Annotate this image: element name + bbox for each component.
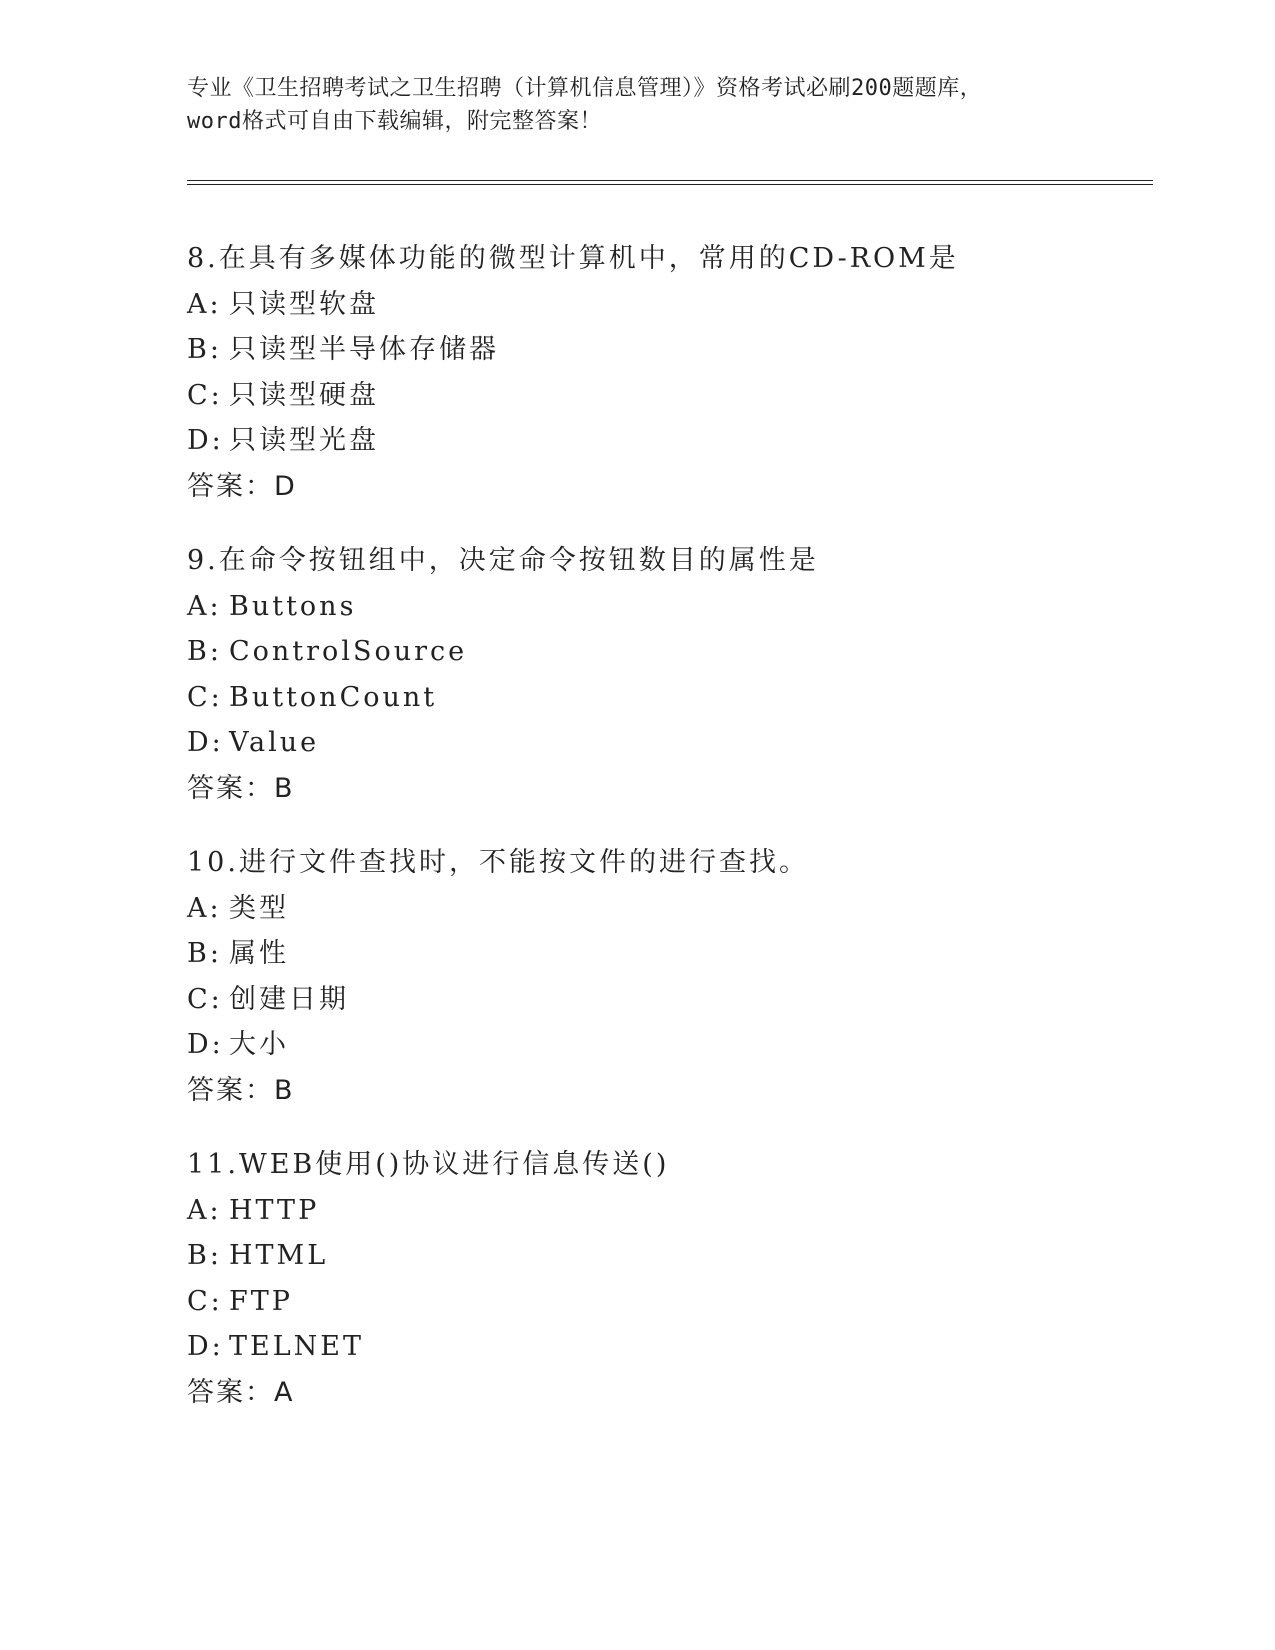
option-label: A: [187,590,222,622]
option-label: C: [187,1285,223,1317]
option-label: A: [187,288,222,320]
question-stem: 9.在命令按钮组中，决定命令按钮数目的属性是 [187,545,819,576]
option-text: FTP [229,1285,293,1317]
question-list [187,236,1147,1444]
option-text: TELNET [229,1331,364,1362]
option-a [187,584,1147,630]
option-text: 大小 [229,1029,289,1060]
answer: 答案：A [187,1376,295,1408]
question-10 [187,840,1147,1113]
option-c [187,373,1147,419]
question-stem: 11.WEB使用()协议进行信息传送() [187,1149,670,1180]
option-b [187,327,1147,373]
option-label: C: [187,983,223,1015]
option-d [187,1022,1147,1068]
answer: 答案：B [187,1074,295,1106]
option-text: HTML [229,1240,329,1271]
option-text: 只读型半导体存储器 [229,334,499,365]
option-text: HTTP [229,1194,320,1226]
option-c [187,977,1147,1023]
answer: 答案：D [187,470,297,502]
option-text: ButtonCount [229,681,438,713]
question-9 [187,538,1147,811]
header-divider-top [187,180,1153,181]
option-label: D: [187,425,224,456]
option-label: D: [187,1331,224,1362]
option-label: D: [187,727,224,758]
option-label: A: [187,892,222,924]
option-text: 只读型软盘 [229,288,379,320]
option-text: 只读型硬盘 [229,379,379,411]
option-d [187,720,1147,766]
option-a [187,1188,1147,1234]
option-label: D: [187,1029,224,1060]
option-text: 创建日期 [229,983,349,1015]
option-text: 只读型光盘 [229,425,379,456]
option-label: B: [187,636,222,667]
option-label: B: [187,938,222,969]
option-d [187,1324,1147,1370]
option-d [187,418,1147,464]
option-c [187,1279,1147,1325]
option-label: B: [187,1240,222,1271]
option-label: B: [187,334,222,365]
option-text: 类型 [229,892,289,924]
option-text: ControlSource [229,636,468,667]
question-11 [187,1142,1147,1415]
option-text: Buttons [229,590,357,622]
option-a [187,282,1147,328]
option-b [187,1233,1147,1279]
option-b [187,629,1147,675]
document-header [187,72,1087,138]
question-8 [187,236,1147,509]
option-c [187,675,1147,721]
option-label: C: [187,681,223,713]
header-divider-bottom [187,184,1153,185]
option-a [187,886,1147,932]
header-line-2: word格式可自由下载编辑，附完整答案！ [187,109,602,134]
question-stem: 10.进行文件查找时，不能按文件的进行查找。 [187,847,809,878]
option-label: C: [187,379,223,411]
question-stem: 8.在具有多媒体功能的微型计算机中，常用的CD-ROM是 [187,243,959,274]
header-line-1: 专业《卫生招聘考试之卫生招聘（计算机信息管理）》资格考试必刷200题题库， [187,76,983,101]
answer: 答案：B [187,772,295,804]
option-b [187,931,1147,977]
option-text: Value [229,727,320,758]
option-text: 属性 [229,938,289,969]
option-label: A: [187,1194,222,1226]
